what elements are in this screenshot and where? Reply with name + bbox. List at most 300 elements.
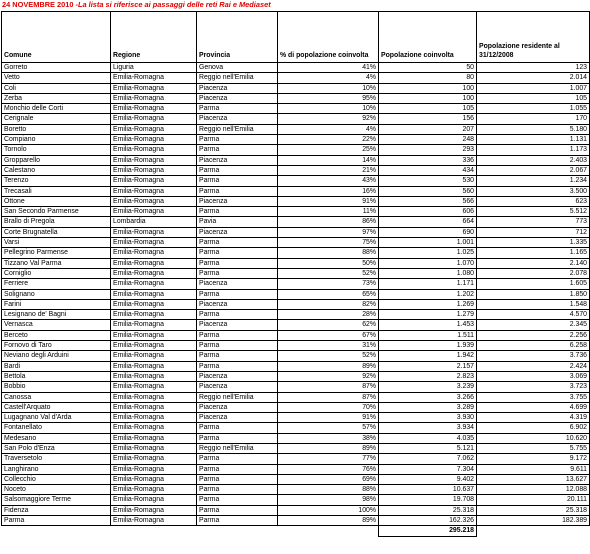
- cell-comune: Salsomaggiore Terme: [2, 495, 111, 505]
- cell-comune: Parma: [2, 516, 111, 526]
- table-row: [2, 351, 590, 361]
- cell-pct: 77%: [278, 454, 379, 464]
- cell-res: 170: [477, 114, 590, 124]
- cell-pop: 3.289: [379, 402, 477, 412]
- table-row: [2, 392, 590, 402]
- cell-comune: Ferriere: [2, 279, 111, 289]
- cell-pct: 89%: [278, 443, 379, 453]
- table-row: [2, 433, 590, 443]
- column-header-pct: % di popolazione coinvolta: [278, 12, 379, 63]
- cell-provincia: Parma: [197, 289, 278, 299]
- cell-pct: 82%: [278, 299, 379, 309]
- cell-regione: Emilia-Romagna: [111, 361, 197, 371]
- table-row: [2, 474, 590, 484]
- cell-regione: Emilia-Romagna: [111, 423, 197, 433]
- cell-provincia: Parma: [197, 248, 278, 258]
- cell-pct: 52%: [278, 268, 379, 278]
- cell-provincia: Parma: [197, 474, 278, 484]
- cell-res: 2.403: [477, 155, 590, 165]
- cell-pop: 1.269: [379, 299, 477, 309]
- cell-provincia: Pavia: [197, 217, 278, 227]
- cell-regione: Emilia-Romagna: [111, 299, 197, 309]
- table-row: [2, 186, 590, 196]
- cell-provincia: Parma: [197, 495, 278, 505]
- cell-pct: 91%: [278, 413, 379, 423]
- cell-comune: Traversetolo: [2, 454, 111, 464]
- table-row: [2, 145, 590, 155]
- cell-pct: 52%: [278, 351, 379, 361]
- table-row: [2, 165, 590, 175]
- cell-regione: Emilia-Romagna: [111, 330, 197, 340]
- cell-pct: 43%: [278, 176, 379, 186]
- cell-pop: 4.035: [379, 433, 477, 443]
- cell-pop: 2.157: [379, 361, 477, 371]
- cell-pop: 530: [379, 176, 477, 186]
- report-description: -La lista si riferisce ai passaggi delle reti Rai e Mediaset: [73, 0, 271, 9]
- cell-pct: 97%: [278, 227, 379, 237]
- cell-comune: Coli: [2, 83, 111, 93]
- cell-res: 4.699: [477, 402, 590, 412]
- cell-pct: 57%: [278, 423, 379, 433]
- cell-regione: Lombardia: [111, 217, 197, 227]
- cell-pop: 434: [379, 165, 477, 175]
- cell-pop: 100: [379, 93, 477, 103]
- cell-comune: Bobbio: [2, 382, 111, 392]
- cell-res: 1.007: [477, 83, 590, 93]
- cell-pop: 606: [379, 207, 477, 217]
- cell-pop: 1.939: [379, 341, 477, 351]
- cell-provincia: Parma: [197, 485, 278, 495]
- column-header-res: Popolazione residente al 31/12/2008: [477, 12, 590, 63]
- cell-res: 3.500: [477, 186, 590, 196]
- cell-provincia: Piacenza: [197, 320, 278, 330]
- cell-provincia: Parma: [197, 145, 278, 155]
- table-row: [2, 382, 590, 392]
- cell-res: 4.319: [477, 413, 590, 423]
- cell-comune: Ottone: [2, 196, 111, 206]
- report-note: [2, 0, 271, 10]
- table-row: [2, 330, 590, 340]
- cell-pop: 1.511: [379, 330, 477, 340]
- cell-regione: Emilia-Romagna: [111, 464, 197, 474]
- table-row: [2, 227, 590, 237]
- cell-pct: 87%: [278, 392, 379, 402]
- cell-regione: Emilia-Romagna: [111, 392, 197, 402]
- cell-pop: 5.121: [379, 443, 477, 453]
- cell-res: 1.131: [477, 135, 590, 145]
- empty-cell: [197, 526, 278, 536]
- cell-pop: 1.202: [379, 289, 477, 299]
- cell-res: 6.258: [477, 341, 590, 351]
- table-row: [2, 63, 590, 73]
- cell-regione: Emilia-Romagna: [111, 402, 197, 412]
- cell-pct: 88%: [278, 485, 379, 495]
- cell-regione: Emilia-Romagna: [111, 207, 197, 217]
- table-row: [2, 371, 590, 381]
- cell-provincia: Reggio nell'Emilia: [197, 73, 278, 83]
- table-row: [2, 73, 590, 83]
- cell-regione: Emilia-Romagna: [111, 93, 197, 103]
- cell-provincia: Piacenza: [197, 382, 278, 392]
- cell-pop: 2.823: [379, 371, 477, 381]
- cell-comune: Vetto: [2, 73, 111, 83]
- cell-regione: Emilia-Romagna: [111, 186, 197, 196]
- cell-comune: Fontanellato: [2, 423, 111, 433]
- cell-res: 13.627: [477, 474, 590, 484]
- cell-regione: Emilia-Romagna: [111, 135, 197, 145]
- cell-res: 6.902: [477, 423, 590, 433]
- cell-res: 1.850: [477, 289, 590, 299]
- cell-res: 12.088: [477, 485, 590, 495]
- cell-pct: 62%: [278, 320, 379, 330]
- cell-pop: 19.708: [379, 495, 477, 505]
- cell-regione: Emilia-Romagna: [111, 320, 197, 330]
- cell-provincia: Parma: [197, 258, 278, 268]
- cell-res: 182.389: [477, 516, 590, 526]
- cell-res: 2.345: [477, 320, 590, 330]
- cell-comune: Lugagnano Val d'Arda: [2, 413, 111, 423]
- table-row: [2, 238, 590, 248]
- table-total-row: [2, 526, 590, 536]
- cell-pop: 1.279: [379, 310, 477, 320]
- cell-provincia: Parma: [197, 135, 278, 145]
- cell-regione: Emilia-Romagna: [111, 495, 197, 505]
- cell-pop: 10.637: [379, 485, 477, 495]
- table-row: [2, 93, 590, 103]
- cell-res: 1.335: [477, 238, 590, 248]
- cell-pct: 65%: [278, 289, 379, 299]
- cell-pct: 86%: [278, 217, 379, 227]
- cell-comune: Monchio delle Corti: [2, 104, 111, 114]
- cell-pct: 95%: [278, 93, 379, 103]
- cell-regione: Emilia-Romagna: [111, 289, 197, 299]
- cell-provincia: Parma: [197, 361, 278, 371]
- cell-comune: Tornolo: [2, 145, 111, 155]
- table-row: [2, 423, 590, 433]
- cell-comune: Bardi: [2, 361, 111, 371]
- cell-res: 20.111: [477, 495, 590, 505]
- cell-comune: Collecchio: [2, 474, 111, 484]
- cell-res: 5.180: [477, 124, 590, 134]
- cell-comune: Noceto: [2, 485, 111, 495]
- cell-comune: Zerba: [2, 93, 111, 103]
- cell-pop: 3.266: [379, 392, 477, 402]
- cell-provincia: Piacenza: [197, 83, 278, 93]
- cell-regione: Emilia-Romagna: [111, 176, 197, 186]
- cell-regione: Emilia-Romagna: [111, 474, 197, 484]
- cell-res: 123: [477, 63, 590, 73]
- cell-res: 2.256: [477, 330, 590, 340]
- cell-comune: Corte Brugnatella: [2, 227, 111, 237]
- cell-provincia: Genova: [197, 63, 278, 73]
- cell-provincia: Parma: [197, 464, 278, 474]
- table-row: [2, 505, 590, 515]
- cell-pct: 4%: [278, 124, 379, 134]
- cell-res: 5.512: [477, 207, 590, 217]
- cell-pct: 10%: [278, 104, 379, 114]
- cell-pct: 22%: [278, 135, 379, 145]
- cell-regione: Emilia-Romagna: [111, 196, 197, 206]
- cell-res: 105: [477, 93, 590, 103]
- cell-res: 2.140: [477, 258, 590, 268]
- column-header-regione: Regione: [111, 12, 197, 63]
- cell-comune: Brallo di Pregola: [2, 217, 111, 227]
- empty-cell: [278, 526, 379, 536]
- column-header-pop: Popolazione coinvolta: [379, 12, 477, 63]
- table-row: [2, 268, 590, 278]
- cell-comune: San Polo d'Enza: [2, 443, 111, 453]
- table-row: [2, 104, 590, 114]
- cell-pct: 76%: [278, 464, 379, 474]
- table-row: [2, 361, 590, 371]
- cell-pct: 10%: [278, 83, 379, 93]
- cell-res: 3.755: [477, 392, 590, 402]
- cell-pop: 162.326: [379, 516, 477, 526]
- table-row: [2, 413, 590, 423]
- cell-provincia: Piacenza: [197, 402, 278, 412]
- cell-res: 2.078: [477, 268, 590, 278]
- cell-pop: 248: [379, 135, 477, 145]
- table-row: [2, 248, 590, 258]
- empty-cell: [477, 526, 590, 536]
- cell-comune: Cerignale: [2, 114, 111, 124]
- cell-regione: Emilia-Romagna: [111, 268, 197, 278]
- cell-pop: 80: [379, 73, 477, 83]
- cell-pct: 28%: [278, 310, 379, 320]
- cell-comune: Gorreto: [2, 63, 111, 73]
- table-row: [2, 217, 590, 227]
- cell-pop: 156: [379, 114, 477, 124]
- cell-res: 3.069: [477, 371, 590, 381]
- cell-provincia: Reggio nell'Emilia: [197, 392, 278, 402]
- cell-provincia: Parma: [197, 186, 278, 196]
- cell-pct: 73%: [278, 279, 379, 289]
- cell-provincia: Piacenza: [197, 279, 278, 289]
- cell-res: 773: [477, 217, 590, 227]
- cell-regione: Emilia-Romagna: [111, 443, 197, 453]
- cell-comune: Gropparello: [2, 155, 111, 165]
- cell-pct: 25%: [278, 145, 379, 155]
- cell-provincia: Parma: [197, 341, 278, 351]
- cell-regione: Liguria: [111, 63, 197, 73]
- cell-regione: Emilia-Romagna: [111, 227, 197, 237]
- cell-res: 1.165: [477, 248, 590, 258]
- cell-pct: 69%: [278, 474, 379, 484]
- cell-pct: 91%: [278, 196, 379, 206]
- cell-regione: Emilia-Romagna: [111, 310, 197, 320]
- cell-regione: Emilia-Romagna: [111, 382, 197, 392]
- cell-pop: 690: [379, 227, 477, 237]
- column-header-comune: Comune: [2, 12, 111, 63]
- cell-provincia: Parma: [197, 330, 278, 340]
- cell-pop: 9.402: [379, 474, 477, 484]
- cell-regione: Emilia-Romagna: [111, 238, 197, 248]
- cell-comune: Berceto: [2, 330, 111, 340]
- cell-comune: Lesignano de' Bagni: [2, 310, 111, 320]
- cell-pct: 67%: [278, 330, 379, 340]
- cell-pop: 1.070: [379, 258, 477, 268]
- cell-comune: Langhirano: [2, 464, 111, 474]
- cell-pct: 100%: [278, 505, 379, 515]
- cell-comune: Terenzo: [2, 176, 111, 186]
- cell-res: 10.620: [477, 433, 590, 443]
- cell-comune: Varsi: [2, 238, 111, 248]
- table-row: [2, 114, 590, 124]
- cell-pop: 100: [379, 83, 477, 93]
- cell-provincia: Parma: [197, 505, 278, 515]
- cell-res: 1.055: [477, 104, 590, 114]
- cell-res: 712: [477, 227, 590, 237]
- cell-comune: Fidenza: [2, 505, 111, 515]
- cell-pop: 3.930: [379, 413, 477, 423]
- cell-pop: 1.171: [379, 279, 477, 289]
- cell-pop: 1.025: [379, 248, 477, 258]
- cell-regione: Emilia-Romagna: [111, 433, 197, 443]
- cell-pop: 105: [379, 104, 477, 114]
- cell-provincia: Piacenza: [197, 371, 278, 381]
- cell-pop: 560: [379, 186, 477, 196]
- cell-res: 1.173: [477, 145, 590, 155]
- empty-cell: [111, 526, 197, 536]
- cell-provincia: Parma: [197, 207, 278, 217]
- cell-regione: Emilia-Romagna: [111, 114, 197, 124]
- cell-provincia: Parma: [197, 165, 278, 175]
- cell-pct: 31%: [278, 341, 379, 351]
- cell-provincia: Parma: [197, 176, 278, 186]
- cell-res: 25.318: [477, 505, 590, 515]
- table-row: [2, 402, 590, 412]
- cell-comune: Compiano: [2, 135, 111, 145]
- cell-pct: 88%: [278, 248, 379, 258]
- table-row: [2, 443, 590, 453]
- cell-res: 2.014: [477, 73, 590, 83]
- cell-comune: Boretto: [2, 124, 111, 134]
- cell-pop: 1.080: [379, 268, 477, 278]
- cell-res: 3.723: [477, 382, 590, 392]
- cell-regione: Emilia-Romagna: [111, 248, 197, 258]
- cell-pct: 11%: [278, 207, 379, 217]
- cell-res: 623: [477, 196, 590, 206]
- report-date: 24 NOVEMBRE 2010: [2, 0, 74, 9]
- cell-pop: 7.304: [379, 464, 477, 474]
- cell-comune: Corniglio: [2, 268, 111, 278]
- cell-regione: Emilia-Romagna: [111, 516, 197, 526]
- cell-comune: Trecasali: [2, 186, 111, 196]
- cell-pop: 3.934: [379, 423, 477, 433]
- table-row: [2, 310, 590, 320]
- cell-pop: 336: [379, 155, 477, 165]
- cell-pct: 75%: [278, 238, 379, 248]
- cell-regione: Emilia-Romagna: [111, 454, 197, 464]
- cell-regione: Emilia-Romagna: [111, 104, 197, 114]
- cell-res: 1.548: [477, 299, 590, 309]
- cell-pct: 70%: [278, 402, 379, 412]
- cell-provincia: Piacenza: [197, 299, 278, 309]
- cell-comune: San Secondo Parmense: [2, 207, 111, 217]
- cell-provincia: Parma: [197, 454, 278, 464]
- cell-regione: Emilia-Romagna: [111, 83, 197, 93]
- cell-provincia: Parma: [197, 238, 278, 248]
- table-row: [2, 299, 590, 309]
- cell-regione: Emilia-Romagna: [111, 413, 197, 423]
- cell-pct: 21%: [278, 165, 379, 175]
- table-row: [2, 196, 590, 206]
- cell-provincia: Piacenza: [197, 413, 278, 423]
- cell-provincia: Parma: [197, 351, 278, 361]
- cell-pop: 293: [379, 145, 477, 155]
- cell-pct: 4%: [278, 73, 379, 83]
- table-row: [2, 155, 590, 165]
- cell-res: 2.067: [477, 165, 590, 175]
- table-row: [2, 485, 590, 495]
- table-body: [2, 63, 590, 537]
- cell-res: 9.611: [477, 464, 590, 474]
- cell-regione: Emilia-Romagna: [111, 351, 197, 361]
- cell-provincia: Piacenza: [197, 93, 278, 103]
- cell-comune: Castell'Arquato: [2, 402, 111, 412]
- cell-pop: 25.318: [379, 505, 477, 515]
- table-header-row: [2, 12, 590, 63]
- cell-provincia: Piacenza: [197, 155, 278, 165]
- cell-provincia: Parma: [197, 104, 278, 114]
- cell-res: 5.755: [477, 443, 590, 453]
- cell-comune: Medesano: [2, 433, 111, 443]
- cell-comune: Farini: [2, 299, 111, 309]
- cell-provincia: Parma: [197, 268, 278, 278]
- cell-res: 2.424: [477, 361, 590, 371]
- cell-pop: 664: [379, 217, 477, 227]
- cell-pct: 41%: [278, 63, 379, 73]
- table-row: [2, 495, 590, 505]
- cell-pop: 566: [379, 196, 477, 206]
- cell-pop: 7.062: [379, 454, 477, 464]
- cell-comune: Canossa: [2, 392, 111, 402]
- cell-regione: Emilia-Romagna: [111, 124, 197, 134]
- cell-comune: Calestano: [2, 165, 111, 175]
- municipalities-table: [1, 11, 590, 537]
- cell-provincia: Parma: [197, 516, 278, 526]
- cell-provincia: Piacenza: [197, 114, 278, 124]
- table-row: [2, 176, 590, 186]
- cell-pop: 3.239: [379, 382, 477, 392]
- cell-provincia: Parma: [197, 423, 278, 433]
- cell-provincia: Piacenza: [197, 196, 278, 206]
- empty-cell: [2, 526, 111, 536]
- cell-pct: 87%: [278, 382, 379, 392]
- cell-pct: 98%: [278, 495, 379, 505]
- cell-provincia: Parma: [197, 433, 278, 443]
- cell-provincia: Parma: [197, 310, 278, 320]
- table-row: [2, 289, 590, 299]
- cell-res: 4.570: [477, 310, 590, 320]
- cell-regione: Emilia-Romagna: [111, 341, 197, 351]
- cell-pct: 89%: [278, 361, 379, 371]
- total-population-cell: 295.218: [379, 526, 477, 536]
- cell-regione: Emilia-Romagna: [111, 165, 197, 175]
- cell-res: 3.736: [477, 351, 590, 361]
- column-header-provincia: Provincia: [197, 12, 278, 63]
- cell-regione: Emilia-Romagna: [111, 155, 197, 165]
- cell-pct: 89%: [278, 516, 379, 526]
- table-row: [2, 124, 590, 134]
- cell-regione: Emilia-Romagna: [111, 258, 197, 268]
- cell-provincia: Piacenza: [197, 227, 278, 237]
- table-row: [2, 516, 590, 526]
- cell-regione: Emilia-Romagna: [111, 73, 197, 83]
- cell-pop: 207: [379, 124, 477, 134]
- cell-regione: Emilia-Romagna: [111, 505, 197, 515]
- table-row: [2, 207, 590, 217]
